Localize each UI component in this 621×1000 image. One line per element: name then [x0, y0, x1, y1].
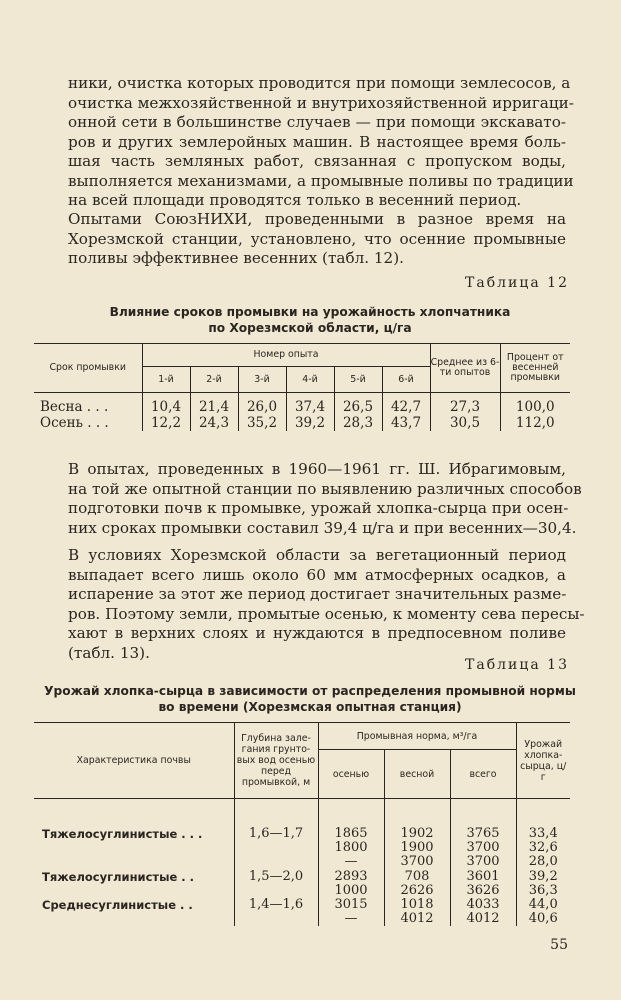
row-name: Тяжелосуглинистые . . [42, 869, 195, 884]
header-percent: Процент от весенней промывки [500, 344, 570, 393]
cell-autumn: 1865 [318, 827, 384, 841]
cell-autumn: 1000 [318, 884, 384, 898]
table-12 [34, 343, 570, 431]
cell-spring: 4012 [384, 912, 450, 926]
text-line: Хорезмской станции, установлено, что осенние промывные [68, 229, 566, 248]
cell-autumn: 1800 [318, 841, 384, 855]
cell-yield: 44,0 [516, 898, 570, 912]
cell-autumn: — [318, 912, 384, 926]
title-line: Урожай хлопка-сырца в зависимости от распределения промывной нормы [44, 684, 576, 698]
cell-total: 3601 [450, 870, 516, 884]
header-spring: весной [384, 750, 450, 799]
table-row [34, 898, 570, 912]
row-name: Осень . . . [40, 415, 109, 431]
header-depth: Глубина зале- гания грунто- вых вод осенью перед промывкой, м [234, 723, 318, 799]
header-exp-1: 1-й [142, 367, 190, 393]
table-row [34, 870, 570, 884]
title-line: по Хорезмской области, ц/га [208, 321, 412, 335]
title-line: Влияние сроков промывки на урожайность хлопчатника [109, 305, 511, 319]
cell-autumn: 2893 [318, 870, 384, 884]
table-13 [34, 722, 570, 926]
header-exp-3: 3-й [238, 367, 286, 393]
table-row [34, 841, 570, 855]
cell-yield: 28,0 [516, 855, 570, 869]
text-line: хают в верхних слоях и нуждаются в предпосевном поливе [68, 624, 566, 642]
title-line: во времени (Хорезмская опытная станция) [158, 700, 462, 714]
text-line: ров. Поэтому земли, промытые осенью, к моменту сева пересы- [68, 604, 585, 623]
header-exp-2: 2-й [190, 367, 238, 393]
text-line: испарение за этот же период достигает значительных разме- [68, 585, 567, 603]
paragraph-2 [68, 210, 566, 269]
row-name: Тяжелосуглинистые . . . [42, 827, 203, 841]
cell-spring: 1900 [384, 841, 450, 855]
header-norm: Промывная норма, м³/га [318, 723, 516, 750]
table-row [34, 393, 570, 416]
cell-total: 4033 [450, 898, 516, 912]
header-soil: Характеристика почвы [76, 755, 191, 766]
cell: 35,2 [238, 415, 286, 431]
cell-spring: 1902 [384, 827, 450, 841]
row-name: Среднесуглинистые . . [42, 898, 193, 913]
paragraph-4 [68, 546, 585, 663]
cell-depth: 1,4—1,6 [234, 898, 318, 912]
header-term: Срок промывки [49, 362, 126, 373]
text-line: шая часть земляных работ, связанная с пропуском воды, [68, 152, 566, 170]
table-12-title [30, 304, 590, 336]
cell-spring: 708 [384, 870, 450, 884]
cell: 10,4 [142, 393, 190, 416]
header-yield: Урожай хлопка- сырца, ц/ г [516, 723, 570, 799]
cell-percent: 112,0 [500, 415, 570, 431]
header-experiment-number: Номер опыта [142, 344, 430, 367]
text-line: на всей площади проводятся только в весенний период. [68, 191, 522, 209]
cell-yield: 39,2 [516, 870, 570, 884]
row-name: Весна . . . [40, 399, 109, 415]
cell-yield: 36,3 [516, 884, 570, 898]
cell-yield: 32,6 [516, 841, 570, 855]
cell: 26,0 [238, 393, 286, 416]
cell: 21,4 [190, 393, 238, 416]
cell-autumn: 3015 [318, 898, 384, 912]
table-row [34, 415, 570, 431]
paragraph-1 [68, 74, 574, 211]
cell-yield: 33,4 [516, 827, 570, 841]
text-line: на той же опытной станции по выявлению различных способов [68, 479, 582, 498]
cell-total: 4012 [450, 912, 516, 926]
text-line: ров и других землеройных машин. В настоящее время боль- [68, 132, 566, 151]
cell: 39,2 [286, 415, 334, 431]
table-row [34, 912, 570, 926]
table-13-label: Таблица 13 [465, 657, 569, 673]
table-12-label: Таблица 12 [465, 275, 569, 291]
table-row [34, 855, 570, 869]
header-exp-4: 4-й [286, 367, 334, 393]
paragraph-3 [68, 460, 582, 538]
text-line: (табл. 13). [68, 643, 150, 662]
text-line: них сроках промывки составил 39,4 ц/га и при весенних—30,4. [68, 518, 577, 537]
page-number: 55 [550, 937, 568, 953]
cell: 37,4 [286, 393, 334, 416]
text-line: выпадает всего лишь около 60 мм атмосферных осадков, а [68, 565, 566, 584]
cell: 12,2 [142, 415, 190, 431]
table-row [34, 827, 570, 841]
cell-spring: 1018 [384, 898, 450, 912]
cell-autumn: — [318, 855, 384, 869]
cell-total: 3626 [450, 884, 516, 898]
text-line: очистка межхозяйственной и внутрихозяйственной ирригаци- [68, 93, 574, 112]
header-total: всего [450, 750, 516, 799]
cell: 28,3 [334, 415, 382, 431]
table-13-title [30, 683, 590, 715]
cell: 43,7 [382, 415, 430, 431]
cell-total: 3765 [450, 827, 516, 841]
cell-depth: 1,5—2,0 [234, 870, 318, 884]
header-exp-5: 5-й [334, 367, 382, 393]
cell: 24,3 [190, 415, 238, 431]
cell-average: 27,3 [430, 393, 500, 416]
cell-spring: 3700 [384, 855, 450, 869]
cell-total: 3700 [450, 855, 516, 869]
text-line: В условиях Хорезмской области за вегетационный период [68, 546, 566, 564]
cell-spring: 2626 [384, 884, 450, 898]
text-line: поливы эффективнее весенних (табл. 12). [68, 249, 404, 267]
cell-total: 3700 [450, 841, 516, 855]
cell-percent: 100,0 [500, 393, 570, 416]
cell-average: 30,5 [430, 415, 500, 431]
cell: 26,5 [334, 393, 382, 416]
header-exp-6: 6-й [382, 367, 430, 393]
header-average: Среднее из 6-ти опытов [430, 344, 500, 393]
text-line: выполняется механизмами, а промывные поливы по традиции [68, 171, 574, 190]
table-row [34, 884, 570, 898]
header-autumn: осенью [318, 750, 384, 799]
text-line: подготовки почв к промывке, урожай хлопка-сырца при осен- [68, 499, 569, 517]
text-line: В опытах, проведенных в 1960—1961 гг. Ш. Ибрагимовым, [68, 460, 566, 478]
text-line: Опытами СоюзНИХИ, проведенными в разное время на [68, 210, 566, 228]
text-line: ники, очистка которых проводится при помощи землесосов, а [68, 74, 571, 92]
text-line: онной сети в большинстве случаев — при помощи экскавато- [68, 113, 566, 131]
cell-yield: 40,6 [516, 912, 570, 926]
cell-depth: 1,6—1,7 [234, 827, 318, 841]
cell: 42,7 [382, 393, 430, 416]
